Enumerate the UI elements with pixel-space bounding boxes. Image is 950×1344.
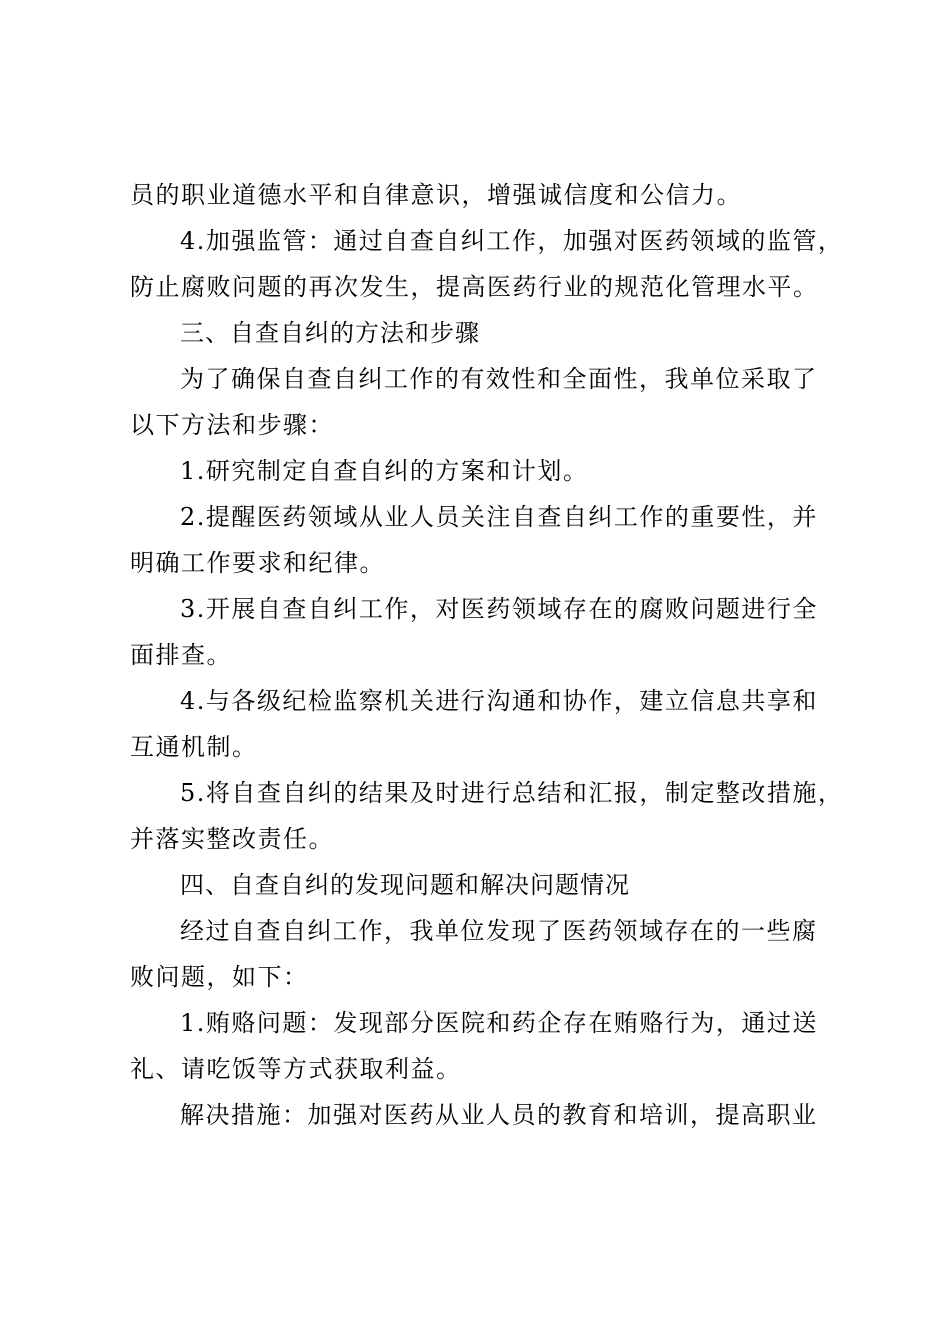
paragraph-line: 员的职业道德水平和自律意识，增强诚信度和公信力。	[130, 181, 742, 209]
paragraph-line: 面排查。	[130, 641, 232, 669]
paragraph-line: 为了确保自查自纠工作的有效性和全面性，我单位采取了	[180, 365, 818, 393]
paragraph-line: 并落实整改责任。	[130, 825, 334, 853]
paragraph-line: 1.贿赂问题：发现部分医院和药企存在贿赂行为，通过送	[180, 1009, 818, 1037]
paragraph-line: 2.提醒医药领域从业人员关注自查自纠工作的重要性，并	[180, 503, 818, 531]
paragraph-line: 防止腐败问题的再次发生，提高医药行业的规范化管理水平。	[130, 273, 819, 301]
paragraph-line: 互通机制。	[130, 733, 258, 761]
paragraph-line: 3.开展自查自纠工作，对医药领域存在的腐败问题进行全	[180, 595, 818, 623]
paragraph-line: 礼、请吃饭等方式获取利益。	[130, 1055, 462, 1083]
paragraph-line: 5.将自查自纠的结果及时进行总结和汇报，制定整改措施，	[180, 779, 844, 807]
paragraph-line: 经过自查自纠工作，我单位发现了医药领域存在的一些腐	[180, 917, 818, 945]
paragraph-line: 以下方法和步骤：	[130, 411, 334, 439]
paragraph-line: 败问题，如下：	[130, 963, 309, 991]
paragraph-line: 4.与各级纪检监察机关进行沟通和协作，建立信息共享和	[180, 687, 818, 715]
section-heading: 三、自查自纠的方法和步骤	[180, 319, 480, 347]
document-page	[130, 172, 844, 1138]
paragraph-line: 4.加强监管：通过自查自纠工作，加强对医药领域的监管，	[180, 227, 844, 255]
paragraph-line: 明确工作要求和纪律。	[130, 549, 385, 577]
paragraph-line: 1.研究制定自查自纠的方案和计划。	[180, 457, 589, 485]
paragraph-line: 解决措施：加强对医药从业人员的教育和培训，提高职业	[180, 1101, 818, 1129]
section-heading: 四、自查自纠的发现问题和解决问题情况	[180, 871, 630, 899]
